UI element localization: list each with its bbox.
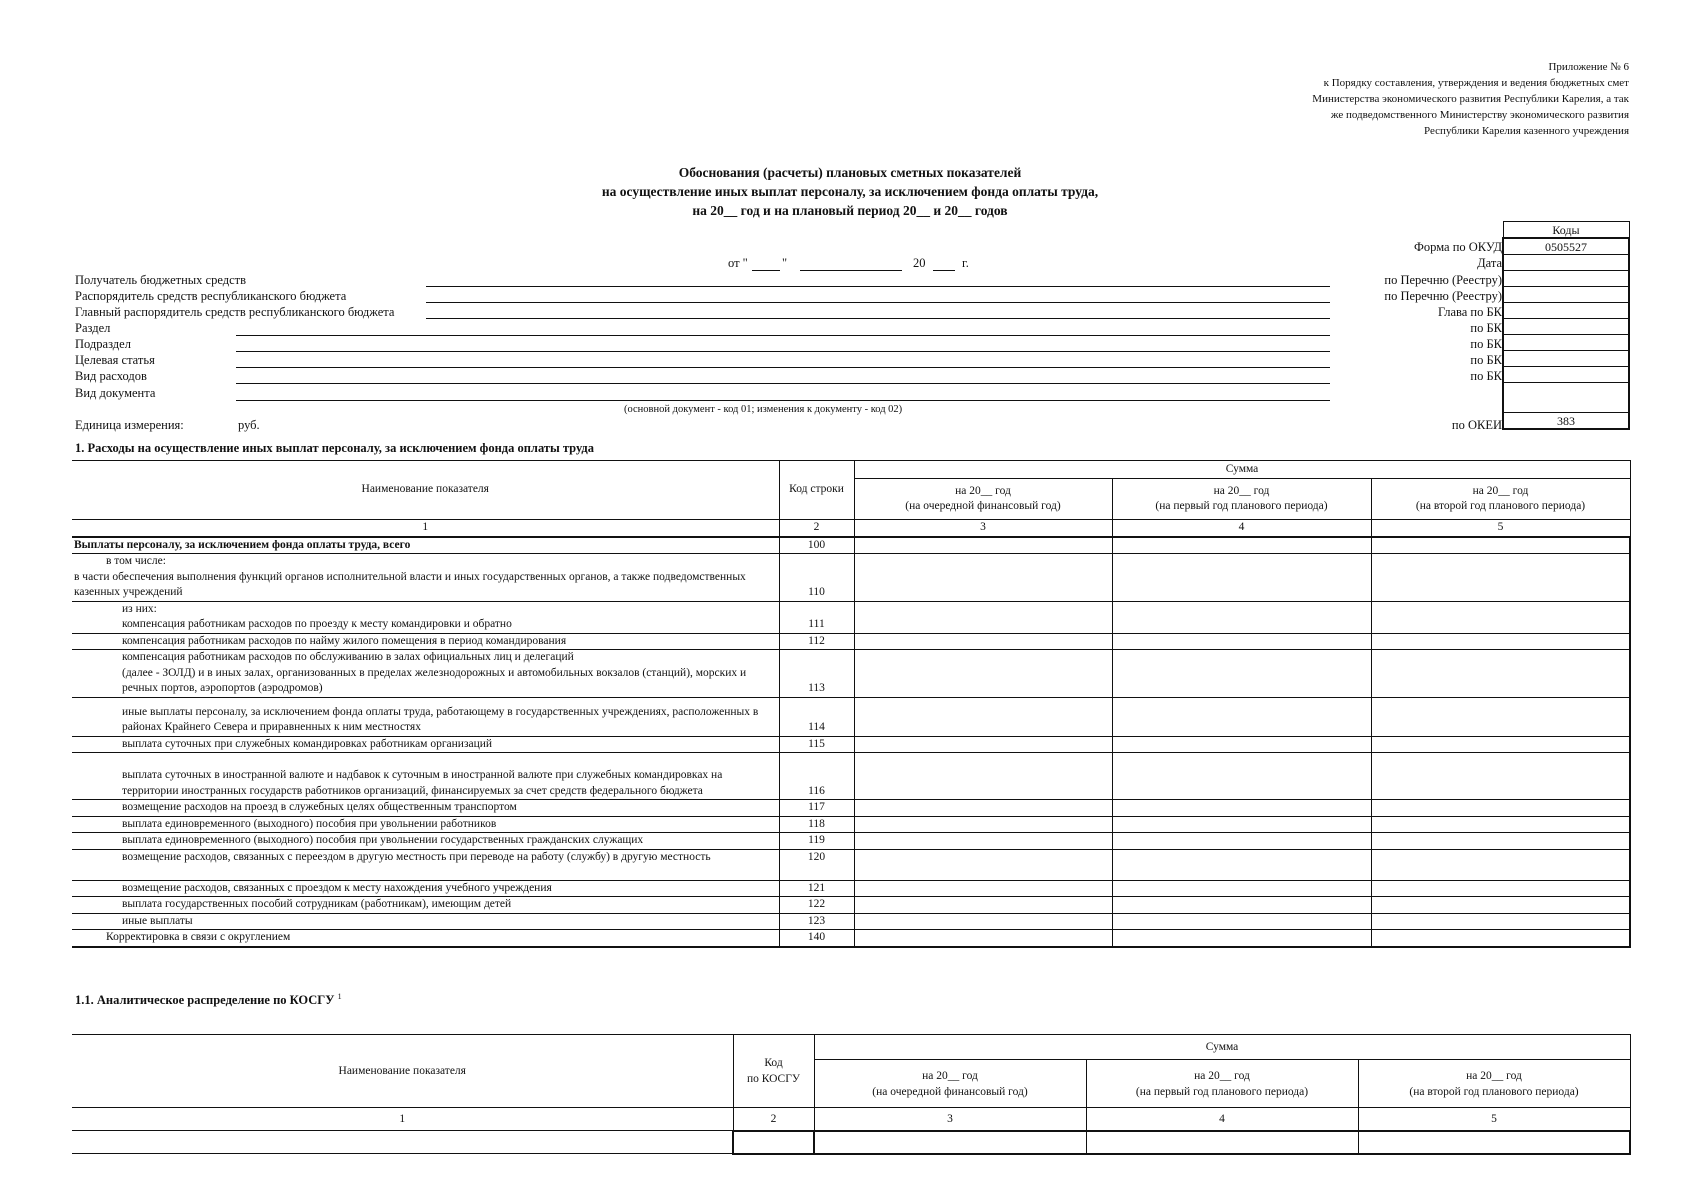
row-sum-cell[interactable] <box>1112 880 1371 897</box>
doc-type-line[interactable] <box>236 400 1330 401</box>
row-name: компенсация работникам расходов по найму жилого помещения в период командирования <box>72 633 779 650</box>
kosgu-col-name-header: Наименование показателя <box>72 1035 733 1108</box>
row-sum-cell[interactable] <box>1112 753 1371 800</box>
list1-label: по Перечню (Реестру) <box>1384 273 1502 287</box>
col-num-2: 2 <box>779 520 854 537</box>
row-sum-cell[interactable] <box>1371 800 1630 817</box>
row-sum-cell[interactable] <box>854 897 1112 914</box>
kosgu-col-num-4: 4 <box>1086 1108 1358 1131</box>
row-name: иные выплаты персоналу, за исключением фонда оплаты труда, работающему в государственных учреждениях, расположенных в районах Крайнего Севера и приравненных к ним местностях <box>72 697 779 736</box>
row-sum-cell[interactable] <box>1371 650 1630 698</box>
date-year-line[interactable] <box>933 270 955 271</box>
annex-line: Республики Карелия казенного учреждения <box>1424 125 1629 137</box>
row-sum-cell[interactable] <box>1371 913 1630 930</box>
row-name: возмещение расходов на проезд в служебных целях общественным транспортом <box>72 800 779 817</box>
row-sum-cell[interactable] <box>854 880 1112 897</box>
manager-label: Распорядитель средств республиканского бюджета <box>75 289 347 303</box>
row-sum-cell[interactable] <box>854 697 1112 736</box>
col-num-5: 5 <box>1371 520 1630 537</box>
row-sum-cell[interactable] <box>1112 633 1371 650</box>
row-sum-cell[interactable] <box>1112 816 1371 833</box>
row-sum-cell[interactable] <box>1112 537 1371 554</box>
row-code: 121 <box>779 880 854 897</box>
okei-label: по ОКЕИ <box>1451 418 1502 432</box>
kosgu-col-sum-header: Сумма <box>814 1035 1630 1060</box>
row-code: 116 <box>779 753 854 800</box>
row-sum-cell[interactable] <box>854 537 1112 554</box>
col-num-3: 3 <box>854 520 1112 537</box>
bk4-label: по БК <box>1470 369 1502 383</box>
row-name: возмещение расходов, связанных с проездом к месту нахождения учебного учреждения <box>72 880 779 897</box>
row-sum-cell[interactable] <box>1371 736 1630 753</box>
row-name: выплата единовременного (выходного) пособия при увольнении государственных гражданских служащих <box>72 833 779 850</box>
row-sum-cell[interactable] <box>854 633 1112 650</box>
row-sum-cell[interactable] <box>1371 897 1630 914</box>
row-sum-cell[interactable] <box>1371 633 1630 650</box>
recipient-line[interactable] <box>426 286 1330 287</box>
document-title <box>480 163 1220 220</box>
section11-title <box>75 992 342 1008</box>
kosgu-col3-year: на 20__ год <box>922 1069 978 1082</box>
col3-desc: (на очередной финансовый год) <box>905 500 1061 512</box>
row-sum-cell[interactable] <box>1112 601 1371 633</box>
bk4-code-cell[interactable] <box>1503 367 1629 383</box>
list1-code-cell[interactable] <box>1503 271 1629 287</box>
row-code: 100 <box>779 537 854 554</box>
okud-label: Форма по ОКУД <box>1414 240 1502 254</box>
row-sum-cell[interactable] <box>1371 930 1630 947</box>
row-name: компенсация работникам расходов по обслуживанию в залах официальных лиц и делегаций (далее - ЗОЛД) и в иных залах, организованных в пределах железнодорожных и автомобильных вокзалов (станций), морских и речных портов, аэропортов (аэродромов) <box>72 650 779 698</box>
target-article-line[interactable] <box>236 367 1330 368</box>
row-sum-cell[interactable] <box>854 913 1112 930</box>
kosgu-col-code-header: Код по КОСГУ <box>733 1035 814 1108</box>
annex-header <box>1229 59 1629 139</box>
doc-type-code-cell[interactable] <box>1503 383 1629 413</box>
row-name: выплата государственных пособий сотрудникам (работникам), имеющим детей <box>72 897 779 914</box>
row-code: 118 <box>779 816 854 833</box>
kosgu-col4-year: на 20__ год <box>1194 1069 1250 1082</box>
row-sum-cell[interactable] <box>1112 554 1371 602</box>
row-sum-cell[interactable] <box>1371 537 1630 554</box>
row-sum-cell[interactable] <box>1112 930 1371 947</box>
row-sum-cell[interactable] <box>854 849 1112 880</box>
row-sum-cell[interactable] <box>1371 880 1630 897</box>
row-code: 117 <box>779 800 854 817</box>
list2-label: по Перечню (Реестру) <box>1384 289 1502 303</box>
row-code: 115 <box>779 736 854 753</box>
section1-title: 1. Расходы на осуществление иных выплат персоналу, за исключением фонда оплаты труда <box>75 441 595 455</box>
codes-table <box>1502 221 1630 430</box>
row-sum-cell[interactable] <box>1371 601 1630 633</box>
row-sum-cell[interactable] <box>1371 554 1630 602</box>
unit-label: Единица измерения: <box>75 418 184 432</box>
kosgu-col5-header <box>1358 1060 1630 1108</box>
row-sum-cell[interactable] <box>854 833 1112 850</box>
row-sum-cell[interactable] <box>1371 753 1630 800</box>
bk3-code-cell[interactable] <box>1503 351 1629 367</box>
target-article-label: Целевая статья <box>75 353 155 367</box>
chapter-code-cell[interactable] <box>1503 303 1629 319</box>
row-sum-cell[interactable] <box>1112 849 1371 880</box>
kosgu-col5-year: на 20__ год <box>1466 1069 1522 1082</box>
date-quote: " <box>782 256 788 270</box>
date-month-line[interactable] <box>800 270 902 271</box>
date-g: г. <box>962 256 969 270</box>
bk3-label: по БК <box>1470 353 1502 367</box>
row-code: 113 <box>779 650 854 698</box>
main-manager-label: Главный распорядитель средств республиканского бюджета <box>75 305 395 319</box>
row-sum-cell[interactable] <box>854 753 1112 800</box>
row-name: выплата суточных в иностранной валюте и надбавок к суточным в иностранной валюте при служебных командировках на территории иностранных государств работников организаций, финансируемых за счет средств федерального бюджета <box>72 753 779 800</box>
section-label: Раздел <box>75 321 111 335</box>
col3-year: на 20__ год <box>955 484 1011 497</box>
col5-header <box>1371 479 1630 520</box>
kosgu-col4-header <box>1086 1060 1358 1108</box>
title-line: Обоснования (расчеты) плановых сметных показателей <box>678 165 1022 180</box>
row-name: выплата единовременного (выходного) пособия при увольнении работников <box>72 816 779 833</box>
okei-code-cell[interactable]: 383 <box>1503 413 1629 430</box>
row-sum-cell[interactable] <box>1112 833 1371 850</box>
section-line[interactable] <box>236 335 1330 336</box>
kosgu-row-sum-cell[interactable] <box>1086 1131 1358 1154</box>
row-sum-cell[interactable] <box>1112 736 1371 753</box>
footnote-marker: 1 <box>337 992 342 1001</box>
expense-type-label: Вид расходов <box>75 369 147 383</box>
row-name: Выплаты персоналу, за исключением фонда оплаты труда, всего <box>72 537 779 554</box>
annex-line: Министерства экономического развития Республики Карелия, а так <box>1312 93 1629 105</box>
codes-header: Коды <box>1503 222 1629 239</box>
kosgu-row-sum-cell[interactable] <box>814 1131 1086 1154</box>
kosgu-col5-desc: (на второй год планового периода) <box>1409 1085 1579 1098</box>
date-label: Дата <box>1477 256 1502 270</box>
row-sum-cell[interactable] <box>1112 650 1371 698</box>
row-code: 111 <box>779 601 854 633</box>
col4-desc: (на первый год планового периода) <box>1155 500 1328 512</box>
kosgu-col-num-1: 1 <box>72 1108 733 1131</box>
bk2-label: по БК <box>1470 337 1502 351</box>
row-sum-cell[interactable] <box>1112 897 1371 914</box>
section1-table <box>72 460 1631 948</box>
col4-year: на 20__ год <box>1213 484 1270 497</box>
list2-code-cell[interactable] <box>1503 287 1629 303</box>
bk1-label: по БК <box>1470 321 1502 335</box>
row-sum-cell[interactable] <box>1112 697 1371 736</box>
unit-value: руб. <box>238 418 260 432</box>
row-sum-cell[interactable] <box>1371 816 1630 833</box>
kosgu-row-sum-cell[interactable] <box>1358 1131 1630 1154</box>
row-sum-cell[interactable] <box>854 800 1112 817</box>
manager-line[interactable] <box>426 302 1330 303</box>
row-sum-cell[interactable] <box>854 601 1112 633</box>
row-name: Корректировка в связи с округлением <box>72 930 779 947</box>
date-day-line[interactable] <box>752 270 780 271</box>
okud-code-cell[interactable]: 0505527 <box>1503 238 1629 255</box>
main-manager-line[interactable] <box>426 318 1330 319</box>
date-from-label: от " <box>728 256 748 270</box>
annex-line: Приложение № 6 <box>1548 61 1629 73</box>
subsection-label: Подраздел <box>75 337 131 351</box>
row-sum-cell[interactable] <box>1112 800 1371 817</box>
kosgu-col-num-3: 3 <box>814 1108 1086 1131</box>
row-code: 112 <box>779 633 854 650</box>
row-name: иные выплаты <box>72 913 779 930</box>
kosgu-row-code-cell[interactable] <box>733 1131 814 1154</box>
col-num-4: 4 <box>1112 520 1371 537</box>
bk2-code-cell[interactable] <box>1503 335 1629 351</box>
col-name-header: Наименование показателя <box>72 461 779 520</box>
kosgu-col-num-2: 2 <box>733 1108 814 1131</box>
row-sum-cell[interactable] <box>854 736 1112 753</box>
annex-line: же подведомственного Министерству экономического развития <box>1330 109 1629 121</box>
col3-header <box>854 479 1112 520</box>
date-year-prefix: 20 <box>913 256 926 270</box>
row-sum-cell[interactable] <box>1112 913 1371 930</box>
row-name: выплата суточных при служебных командировках работникам организаций <box>72 736 779 753</box>
kosgu-col3-desc: (на очередной финансовый год) <box>872 1085 1028 1098</box>
doc-type-note: (основной документ - код 01; изменения к документу - код 02) <box>624 404 903 415</box>
row-sum-cell[interactable] <box>1371 697 1630 736</box>
row-name: из них: компенсация работникам расходов по проезду к месту командировки и обратно <box>72 601 779 633</box>
col5-desc: (на второй год планового периода) <box>1415 500 1586 512</box>
row-code: 122 <box>779 897 854 914</box>
chapter-label: Глава по БК <box>1437 305 1502 319</box>
row-code: 110 <box>779 554 854 602</box>
row-sum-cell[interactable] <box>854 650 1112 698</box>
row-sum-cell[interactable] <box>854 816 1112 833</box>
kosgu-table <box>72 1034 1631 1155</box>
row-sum-cell[interactable] <box>1371 849 1630 880</box>
row-code: 114 <box>779 697 854 736</box>
annex-line: к Порядку составления, утверждения и ведения бюджетных смет <box>1323 77 1629 89</box>
col-sum-header: Сумма <box>854 461 1630 479</box>
col-num-1: 1 <box>72 520 779 537</box>
col-code-header: Код строки <box>779 461 854 520</box>
col5-year: на 20__ год <box>1472 484 1529 497</box>
title-line: на 20__ год и на плановый период 20__ и 20__ годов <box>692 203 1008 218</box>
row-sum-cell[interactable] <box>854 554 1112 602</box>
kosgu-row-name-cell[interactable] <box>72 1131 733 1154</box>
row-code: 120 <box>779 849 854 880</box>
section11-title-text: 1.1. Аналитическое распределение по КОСГУ <box>75 993 335 1008</box>
doc-type-label: Вид документа <box>75 386 156 400</box>
row-name-text: в том числе: в части обеспечения выполнения функций органов исполнительной власти и иных государственных органов, а также подведомственных казенных учреждений <box>74 555 746 598</box>
recipient-label: Получатель бюджетных средств <box>75 273 247 287</box>
col4-header <box>1112 479 1371 520</box>
row-sum-cell[interactable] <box>854 930 1112 947</box>
row-sum-cell[interactable] <box>1371 833 1630 850</box>
kosgu-col-num-5: 5 <box>1358 1108 1630 1131</box>
kosgu-col3-header <box>814 1060 1086 1108</box>
row-code: 140 <box>779 930 854 947</box>
row-code: 123 <box>779 913 854 930</box>
row-name <box>72 554 779 602</box>
bk1-code-cell[interactable] <box>1503 319 1629 335</box>
kosgu-col4-desc: (на первый год планового периода) <box>1135 1085 1309 1098</box>
subsection-line[interactable] <box>236 351 1330 352</box>
expense-type-line[interactable] <box>236 383 1330 384</box>
row-code: 119 <box>779 833 854 850</box>
date-code-cell[interactable] <box>1503 255 1629 271</box>
title-line: на осуществление иных выплат персоналу, за исключением фонда оплаты труда, <box>601 184 1099 199</box>
row-name: возмещение расходов, связанных с переездом в другую местность при переводе на работу (службу) в другую местность <box>72 849 779 880</box>
